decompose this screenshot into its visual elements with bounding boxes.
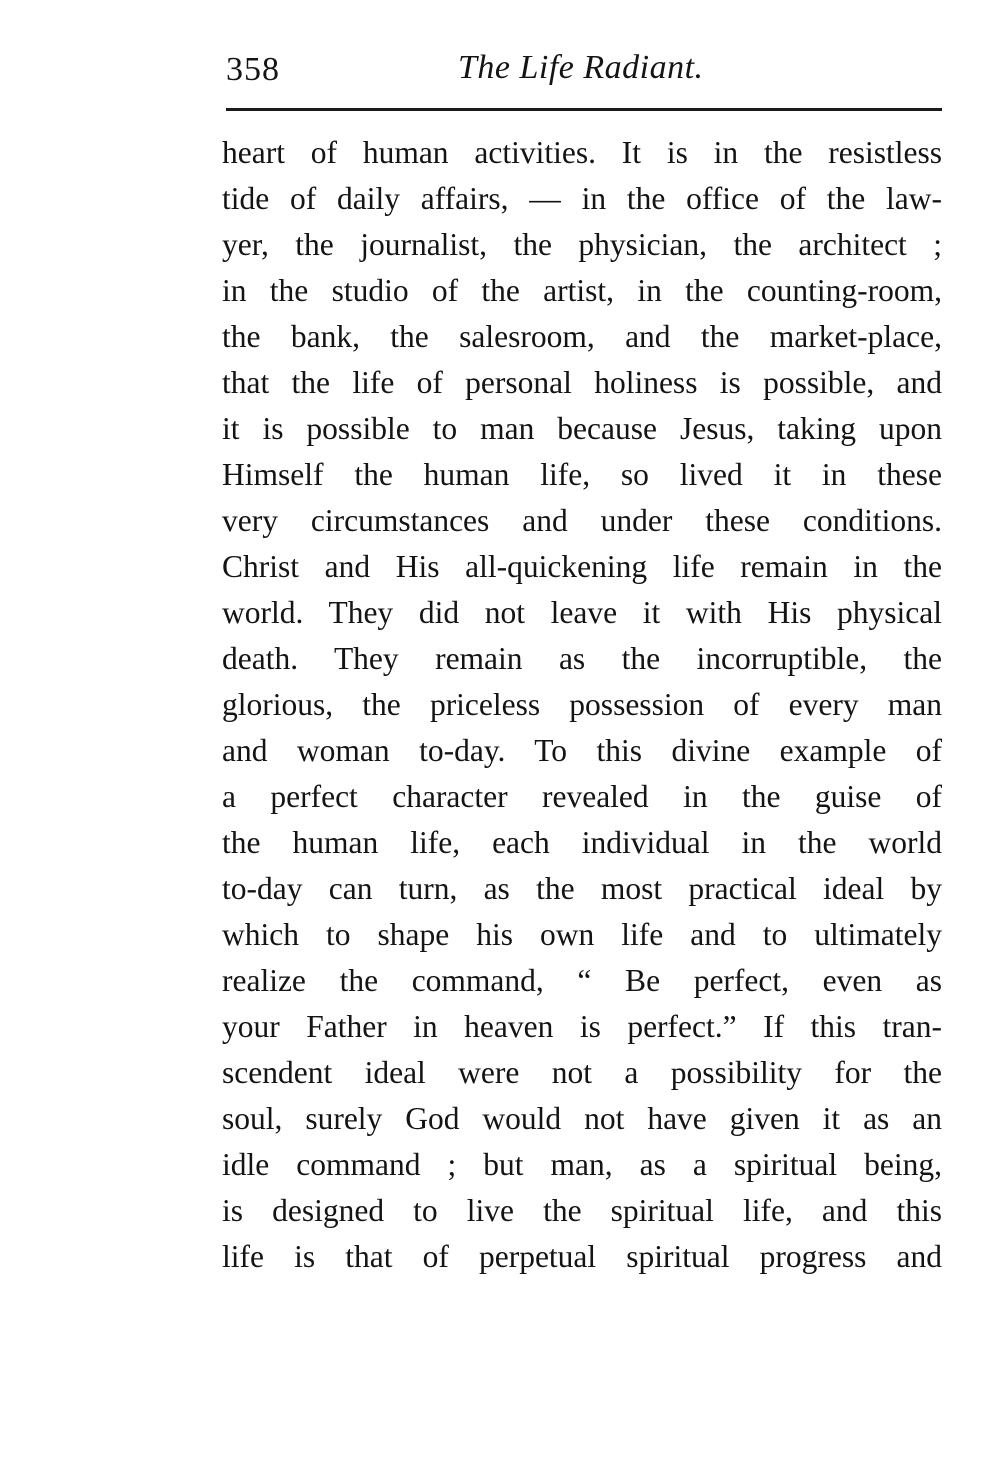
text-line: the human life, each individual in the world: [222, 825, 942, 860]
text-line: that the life of personal holiness is possible, and: [222, 365, 942, 400]
text-line: very circumstances and under these conditions.: [222, 503, 942, 538]
text-line: glorious, the priceless possession of every man: [222, 687, 942, 722]
text-line: soul, surely God would not have given it as an: [222, 1101, 942, 1136]
text-line: world. They did not leave it with His physical: [222, 595, 942, 630]
body-text: [222, 130, 942, 1280]
header-rule: [226, 108, 942, 111]
text-line: in the studio of the artist, in the counting-room,: [222, 273, 942, 308]
page-number: 358: [226, 51, 280, 88]
text-line: to-day can turn, as the most practical ideal by: [222, 871, 942, 906]
running-title: The Life Radiant.: [458, 49, 704, 86]
text-line: death. They remain as the incorruptible, the: [222, 641, 942, 676]
text-line: your Father in heaven is perfect.” If this tran-: [222, 1009, 942, 1044]
text-line: Himself the human life, so lived it in these: [222, 457, 942, 492]
text-line: which to shape his own life and to ultimately: [222, 917, 942, 952]
text-line: idle command ; but man, as a spiritual being,: [222, 1147, 942, 1182]
text-line: a perfect character revealed in the guise of: [222, 779, 942, 814]
text-line: heart of human activities. It is in the resistless: [222, 135, 942, 170]
text-line: realize the command, “ Be perfect, even as: [222, 963, 942, 998]
text-line: and woman to-day. To this divine example of: [222, 733, 942, 768]
text-line: the bank, the salesroom, and the market-place,: [222, 319, 942, 354]
running-head: [226, 46, 942, 96]
text-line: life is that of perpetual spiritual progress and: [222, 1239, 942, 1274]
text-line: tide of daily affairs, — in the office of the law-: [222, 181, 942, 216]
text-line: scendent ideal were not a possibility for the: [222, 1055, 942, 1090]
text-line: yer, the journalist, the physician, the architect ;: [222, 227, 942, 262]
text-line: it is possible to man because Jesus, taking upon: [222, 411, 942, 446]
text-line: is designed to live the spiritual life, and this: [222, 1193, 942, 1228]
text-line: Christ and His all-quickening life remain in the: [222, 549, 942, 584]
